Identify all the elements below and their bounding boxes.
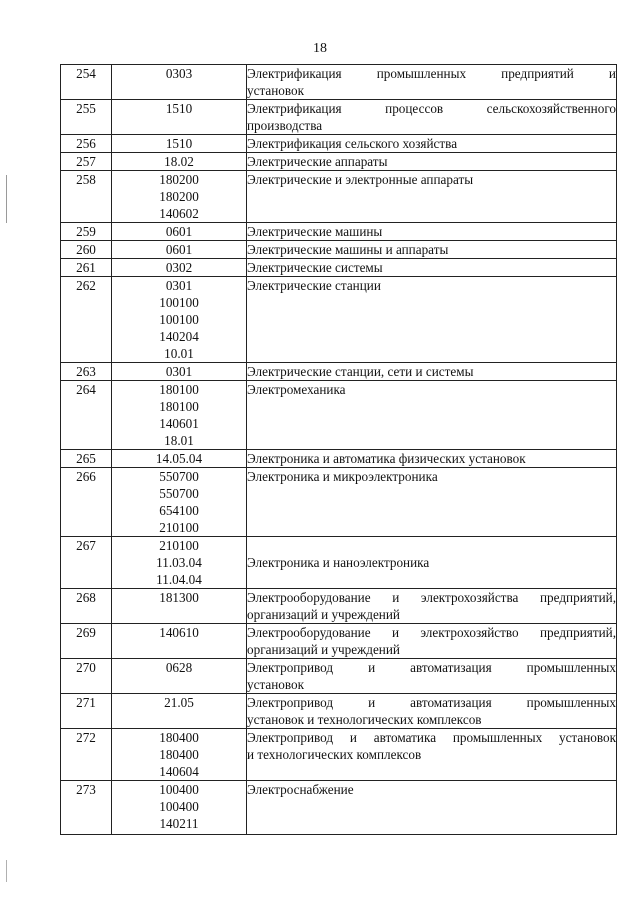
code-value: 210100 (159, 538, 199, 553)
code-value: 18.02 (164, 154, 194, 169)
row-codes (112, 277, 247, 363)
table-row (61, 659, 617, 694)
row-number: 268 (61, 589, 112, 624)
table-row (61, 135, 617, 153)
table-row (61, 729, 617, 781)
specialty-name-line: установок (247, 677, 305, 692)
code-value: 180200 (159, 172, 199, 187)
row-specialty-name (247, 537, 617, 589)
table-row (61, 65, 617, 100)
row-specialty-name (247, 363, 617, 381)
specialty-name-line: Электрические станции (247, 278, 381, 293)
code-value: 140604 (159, 764, 199, 779)
code-value: 181300 (159, 590, 199, 605)
row-number: 254 (61, 65, 112, 100)
row-codes (112, 624, 247, 659)
code-value: 140601 (159, 416, 199, 431)
row-specialty-name (247, 624, 617, 659)
row-codes (112, 659, 247, 694)
specialty-name-line: Электроника и наноэлектроника (247, 555, 430, 570)
row-number: 256 (61, 135, 112, 153)
table-row (61, 363, 617, 381)
table-row (61, 241, 617, 259)
code-value: 100400 (159, 799, 199, 814)
scan-edge-mark (6, 175, 7, 223)
code-value: 1510 (165, 136, 193, 151)
code-value: 180100 (159, 399, 199, 414)
table-row (61, 277, 617, 363)
row-codes (112, 259, 247, 277)
row-number: 269 (61, 624, 112, 659)
code-value: 100100 (159, 312, 199, 327)
code-value: 0628 (165, 660, 193, 675)
row-codes (112, 171, 247, 223)
row-specialty-name (247, 241, 617, 259)
specialty-name-line: Электрические и электронные аппараты (247, 172, 474, 187)
specialty-name-line: Электрические станции, сети и системы (247, 364, 474, 379)
row-specialty-name (247, 100, 617, 135)
table-row (61, 468, 617, 537)
code-value: 180100 (159, 382, 199, 397)
specialty-name-line: Электрификация сельского хозяйства (247, 136, 458, 151)
specialty-name-line: Электрические аппараты (247, 154, 388, 169)
row-specialty-name (247, 781, 617, 835)
code-value: 1510 (165, 101, 193, 116)
row-number: 255 (61, 100, 112, 135)
specialty-name-line: установок (247, 83, 305, 98)
table-row (61, 381, 617, 450)
row-codes (112, 468, 247, 537)
table-body (61, 65, 617, 835)
specialty-name-line: Электрификация процессов сельскохозяйственного (247, 101, 616, 116)
row-specialty-name (247, 589, 617, 624)
code-value: 550700 (159, 486, 199, 501)
code-value: 180200 (159, 189, 199, 204)
code-value: 140204 (159, 329, 199, 344)
row-number: 257 (61, 153, 112, 171)
row-codes (112, 100, 247, 135)
code-value: 180400 (159, 730, 199, 745)
specialty-table (60, 64, 617, 835)
table-row (61, 171, 617, 223)
code-value: 21.05 (164, 695, 194, 710)
specialty-name-line: производства (247, 118, 323, 133)
row-specialty-name (247, 277, 617, 363)
row-codes (112, 241, 247, 259)
specialty-name-line: Электрические системы (247, 260, 383, 275)
code-value: 140610 (159, 625, 199, 640)
table-row (61, 624, 617, 659)
row-codes (112, 153, 247, 171)
row-number: 259 (61, 223, 112, 241)
code-value: 180400 (159, 747, 199, 762)
specialty-name-line: Электрические машины и аппараты (247, 242, 449, 257)
table-row (61, 259, 617, 277)
row-number: 260 (61, 241, 112, 259)
table-row (61, 694, 617, 729)
specialty-name-line: Электроснабжение (247, 782, 354, 797)
row-codes (112, 537, 247, 589)
row-specialty-name (247, 135, 617, 153)
code-value: 0301 (165, 278, 193, 293)
row-codes (112, 694, 247, 729)
row-codes (112, 363, 247, 381)
row-specialty-name (247, 259, 617, 277)
row-specialty-name (247, 223, 617, 241)
row-specialty-name (247, 65, 617, 100)
table-row (61, 589, 617, 624)
row-specialty-name (247, 468, 617, 537)
specialty-name-line: Электромеханика (247, 382, 346, 397)
row-codes (112, 135, 247, 153)
row-codes (112, 381, 247, 450)
code-value: 18.01 (164, 433, 194, 448)
code-value: 140602 (159, 206, 199, 221)
row-number: 265 (61, 450, 112, 468)
specialty-name-line: Электрооборудование и электрохозяйство предприятий, (247, 625, 616, 640)
row-codes (112, 729, 247, 781)
specialty-name-line: Электропривод и автоматика промышленных установок (247, 730, 616, 745)
row-number: 266 (61, 468, 112, 537)
code-value: 10.01 (164, 346, 194, 361)
row-specialty-name (247, 729, 617, 781)
code-value: 210100 (159, 520, 199, 535)
row-codes (112, 223, 247, 241)
row-codes (112, 781, 247, 835)
scan-edge-mark (6, 860, 7, 882)
row-specialty-name (247, 694, 617, 729)
code-value: 550700 (159, 469, 199, 484)
table-row (61, 153, 617, 171)
row-specialty-name (247, 659, 617, 694)
specialty-name-line: Электропривод и автоматизация промышленных (247, 660, 616, 675)
code-value: 140211 (159, 816, 199, 831)
code-value: 654100 (159, 503, 199, 518)
specialty-name-line: и технологических комплексов (247, 747, 422, 762)
specialty-name-line: Электрооборудование и электрохозяйства предприятий, (247, 590, 616, 605)
table-row (61, 223, 617, 241)
code-value: 11.04.04 (156, 572, 202, 587)
code-value: 0601 (165, 242, 193, 257)
specialty-name-line: Электрические машины (247, 224, 383, 239)
row-number: 262 (61, 277, 112, 363)
row-number: 264 (61, 381, 112, 450)
row-codes (112, 65, 247, 100)
specialty-name-line: Электрификация промышленных предприятий и (247, 66, 616, 81)
code-value: 0302 (165, 260, 193, 275)
specialty-name-line: Электроника и микроэлектроника (247, 469, 438, 484)
code-value: 0601 (165, 224, 193, 239)
row-number: 273 (61, 781, 112, 835)
row-number: 267 (61, 537, 112, 589)
row-number: 261 (61, 259, 112, 277)
specialty-name-line: организаций и учреждений (247, 607, 400, 622)
specialty-name-line: организаций и учреждений (247, 642, 400, 657)
table-row (61, 781, 617, 835)
row-number: 270 (61, 659, 112, 694)
row-specialty-name (247, 381, 617, 450)
code-value: 11.03.04 (156, 555, 202, 570)
table-row (61, 100, 617, 135)
specialty-name-line: установок и технологических комплексов (247, 712, 482, 727)
row-specialty-name (247, 450, 617, 468)
code-value: 100100 (159, 295, 199, 310)
row-specialty-name (247, 171, 617, 223)
code-value: 14.05.04 (155, 451, 203, 466)
code-value: 0303 (165, 66, 193, 81)
specialty-name-line: Электроника и автоматика физических установок (247, 451, 526, 466)
row-codes (112, 589, 247, 624)
specialty-name-line (247, 537, 616, 554)
row-number: 263 (61, 363, 112, 381)
page-number: 18 (313, 41, 327, 56)
row-number: 272 (61, 729, 112, 781)
row-specialty-name (247, 153, 617, 171)
code-value: 100400 (159, 782, 199, 797)
row-number: 271 (61, 694, 112, 729)
code-value: 0301 (165, 364, 193, 379)
table-row (61, 537, 617, 589)
row-codes (112, 450, 247, 468)
specialty-name-line: Электропривод и автоматизация промышленных (247, 695, 616, 710)
row-number: 258 (61, 171, 112, 223)
table-row (61, 450, 617, 468)
